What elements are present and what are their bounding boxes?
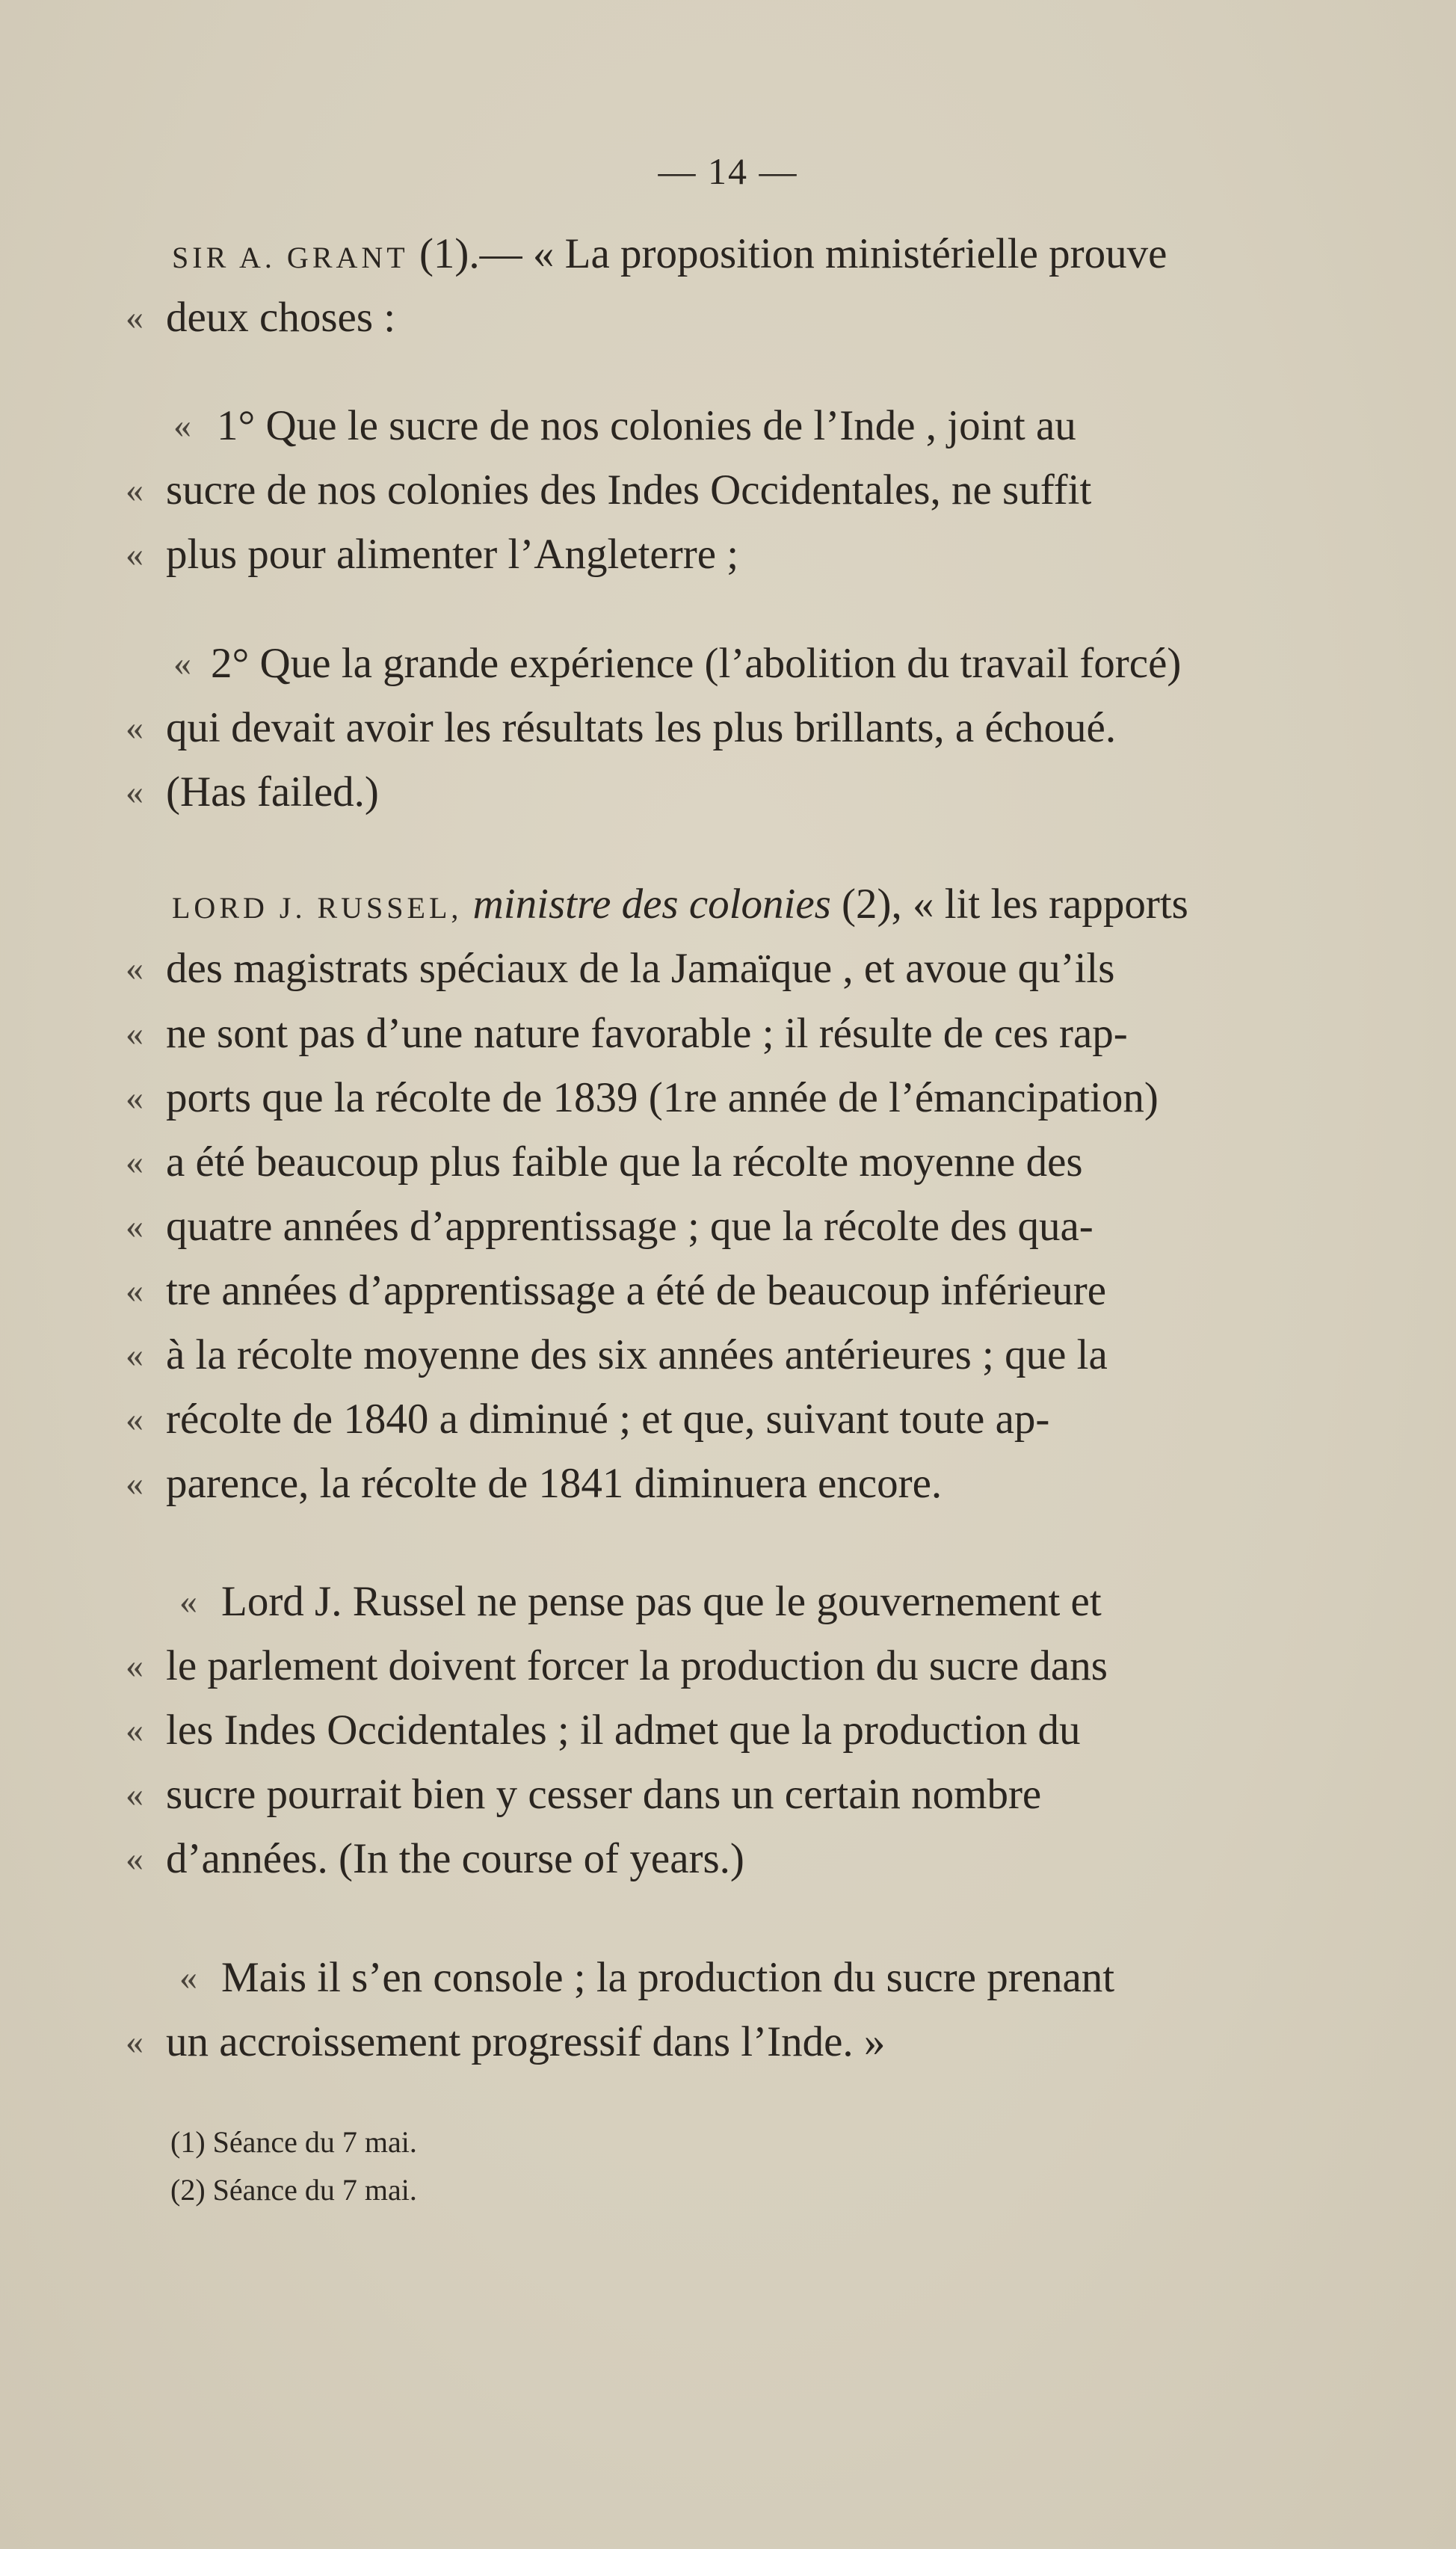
quote-mark: « bbox=[126, 1839, 144, 1878]
quote-mark: « bbox=[126, 1775, 144, 1814]
line-text: les Indes Occidentales ; il admet que la production du bbox=[166, 1707, 1081, 1754]
quote-mark: « bbox=[126, 772, 144, 812]
page-number: — 14 — bbox=[658, 150, 798, 192]
line-text: un accroissement progressif dans l’Inde. » bbox=[166, 2018, 886, 2065]
quote-mark: « bbox=[126, 708, 144, 748]
quote-mark: « bbox=[126, 470, 144, 510]
quote-mark: « bbox=[126, 1014, 144, 1053]
line-text: deux choses : bbox=[166, 294, 396, 341]
line-text: d’années. (In the course of years.) bbox=[166, 1835, 744, 1882]
quote-mark: « bbox=[126, 534, 144, 574]
footnote-text: (1) Séance du 7 mai. bbox=[170, 2125, 417, 2159]
quote-mark: « bbox=[126, 298, 144, 337]
line-text: ports que la récolte de 1839 (1re année de l’émancipation) bbox=[166, 1074, 1159, 1121]
quote-mark: « bbox=[179, 1582, 197, 1621]
line-text: a été beaucoup plus faible que la récolte moyenne des bbox=[166, 1138, 1083, 1186]
line-text: qui devait avoir les résultats les plus brillants, a échoué. bbox=[166, 704, 1117, 751]
quote-mark: « bbox=[126, 1464, 144, 1503]
quote-mark: « bbox=[126, 1206, 144, 1246]
line-text: à la récolte moyenne des six années antérieures ; que la bbox=[166, 1331, 1108, 1378]
line-text: récolte de 1840 a diminué ; et que, suivant toute ap- bbox=[166, 1396, 1050, 1443]
quote-mark: « bbox=[126, 1710, 144, 1750]
line-text: (Has failed.) bbox=[166, 768, 379, 816]
quote-mark: « bbox=[126, 1078, 144, 1118]
quote-mark: « bbox=[126, 1646, 144, 1686]
line-text: sucre de nos colonies des Indes Occidentales, ne suffit bbox=[166, 466, 1092, 514]
line-text: tre années d’apprentissage a été de beaucoup inférieure bbox=[166, 1267, 1107, 1314]
quote-mark: « bbox=[173, 644, 191, 683]
speaker-name: SIR A. GRANT bbox=[172, 241, 409, 274]
line-text: le parlement doivent forcer la production du sucre dans bbox=[166, 1642, 1108, 1689]
quote-mark: « bbox=[126, 949, 144, 988]
footnote-text: (2) Séance du 7 mai. bbox=[170, 2173, 417, 2207]
quote-mark: « bbox=[179, 1958, 197, 1997]
line-text: 1° Que le sucre de nos colonies de l’Inde , joint au bbox=[217, 402, 1076, 449]
line-text: quatre années d’apprentissage ; que la récolte des qua- bbox=[166, 1203, 1093, 1250]
line-text: sucre pourrait bien y cesser dans un certain nombre bbox=[166, 1771, 1042, 1818]
quote-mark: « bbox=[126, 1142, 144, 1182]
line-text: (1).— « La proposition ministérielle prouve bbox=[408, 230, 1167, 277]
quote-mark: « bbox=[126, 1271, 144, 1310]
line-text: des magistrats spéciaux de la Jamaïque , et avoue qu’ils bbox=[166, 945, 1115, 992]
line-text: (2), « lit les rapports bbox=[830, 881, 1188, 928]
line-text: 2° Que la grande expérience (l’abolition du travail forcé) bbox=[211, 640, 1182, 687]
speaker-name: LORD J. RUSSEL, bbox=[172, 891, 463, 925]
quote-mark: « bbox=[126, 2022, 144, 2062]
quote-mark: « bbox=[126, 1335, 144, 1375]
quote-mark: « bbox=[126, 1399, 144, 1439]
line-text: Mais il s’en console ; la production du sucre prenant bbox=[221, 1954, 1115, 2001]
line-text: plus pour alimenter l’Angleterre ; bbox=[166, 531, 739, 578]
line-text: parence, la récolte de 1841 diminuera encore. bbox=[166, 1460, 943, 1507]
quote-mark: « bbox=[173, 406, 191, 446]
line-text: Lord J. Russel ne pense pas que le gouvernement et bbox=[221, 1578, 1102, 1625]
line-text: ne sont pas d’une nature favorable ; il résulte de ces rap- bbox=[166, 1010, 1128, 1057]
speaker-title: ministre des colonies bbox=[462, 881, 831, 928]
